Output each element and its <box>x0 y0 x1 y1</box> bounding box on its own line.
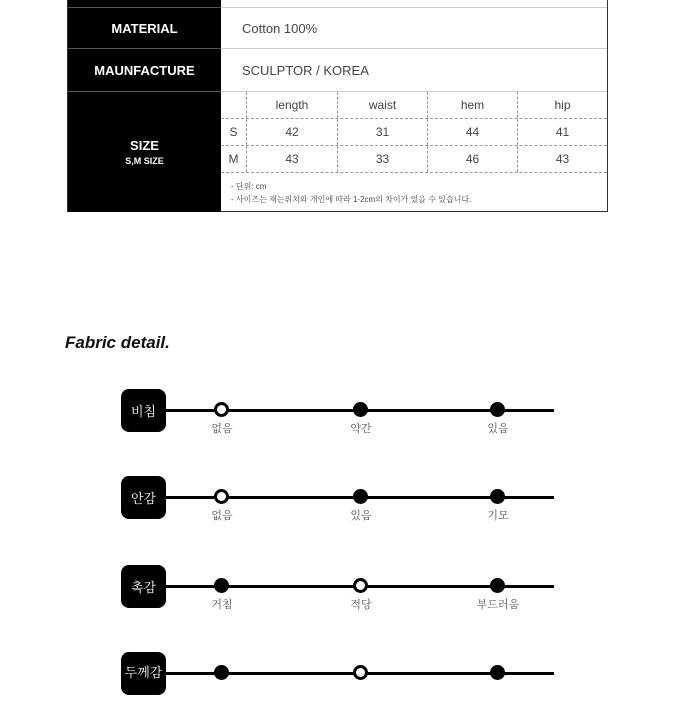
spec-row-top <box>68 0 607 8</box>
scale-label: 비침 <box>121 389 166 432</box>
size-table <box>221 92 607 173</box>
scale-option: 있음 <box>487 423 509 435</box>
scale-dot <box>214 578 229 593</box>
fabric-scale-touch <box>0 565 675 625</box>
scale-option: 약간 <box>350 423 372 435</box>
size-row <box>68 92 607 212</box>
manufacture-label: MAUNFACTURE <box>68 49 221 92</box>
fabric-detail-title: Fabric detail. <box>65 333 170 352</box>
scale-dot <box>353 402 368 417</box>
size-table-area <box>221 92 607 212</box>
scale-option: 없음 <box>211 510 233 522</box>
scale-option: 있음 <box>350 510 372 522</box>
size-cell: 42 <box>246 119 337 145</box>
size-head <box>68 92 221 212</box>
scale-label: 안감 <box>121 476 166 519</box>
fabric-scale-lining <box>0 476 675 536</box>
size-row-label: S <box>229 125 238 139</box>
size-cell: 41 <box>517 119 607 145</box>
size-label: SIZE <box>130 138 159 153</box>
spec-val-top <box>221 0 607 8</box>
size-cell: 33 <box>337 146 427 172</box>
scale-dot-selected <box>353 578 368 593</box>
manufacture-row <box>68 49 607 92</box>
spec-table <box>67 0 608 212</box>
size-notes <box>231 180 471 206</box>
scale-dot <box>214 665 229 680</box>
scale-dot <box>490 665 505 680</box>
size-row-label: M <box>228 152 239 166</box>
size-note-unit: - 단위: cm <box>231 182 267 191</box>
scale-dot <box>490 402 505 417</box>
size-cell: 46 <box>427 146 517 172</box>
size-cell: 43 <box>246 146 337 172</box>
size-sub-label: S,M SIZE <box>125 156 164 166</box>
scale-option: 거침 <box>211 599 233 611</box>
size-header-blank <box>221 92 246 118</box>
scale-option: 적당 <box>350 599 372 611</box>
size-cell: 31 <box>337 119 427 145</box>
col-header-waist: waist <box>337 92 427 118</box>
scale-option: 없음 <box>211 423 233 435</box>
manufacture-value: SCULPTOR / KOREA <box>221 49 607 92</box>
scale-dot <box>490 578 505 593</box>
material-label: MATERIAL <box>68 8 221 49</box>
spec-head-top <box>68 0 221 8</box>
col-header-hip: hip <box>517 92 607 118</box>
size-header-row <box>221 92 607 119</box>
scale-label: 촉감 <box>121 565 166 608</box>
size-cell: 43 <box>517 146 607 172</box>
col-header-hem: hem <box>427 92 517 118</box>
scale-dot-selected <box>214 489 229 504</box>
fabric-scale-sheer <box>0 389 675 449</box>
scale-option: 기모 <box>487 510 509 522</box>
material-value: Cotton 100% <box>221 8 607 49</box>
material-row <box>68 8 607 49</box>
scale-dot <box>353 489 368 504</box>
size-note-variance: - 사이즈는 재는위치와 개인에 따라 1-2cm의 차이가 있을 수 있습니다. <box>231 195 472 204</box>
scale-dot-selected <box>214 402 229 417</box>
size-row-s <box>221 119 607 146</box>
fabric-scale-thickness <box>0 652 675 712</box>
size-cell: 44 <box>427 119 517 145</box>
scale-label: 두께감 <box>121 652 166 695</box>
scale-option: 부드러움 <box>476 599 520 611</box>
scale-dot <box>490 489 505 504</box>
col-header-length: length <box>246 92 337 118</box>
size-row-m <box>221 146 607 173</box>
scale-dot-selected <box>353 665 368 680</box>
